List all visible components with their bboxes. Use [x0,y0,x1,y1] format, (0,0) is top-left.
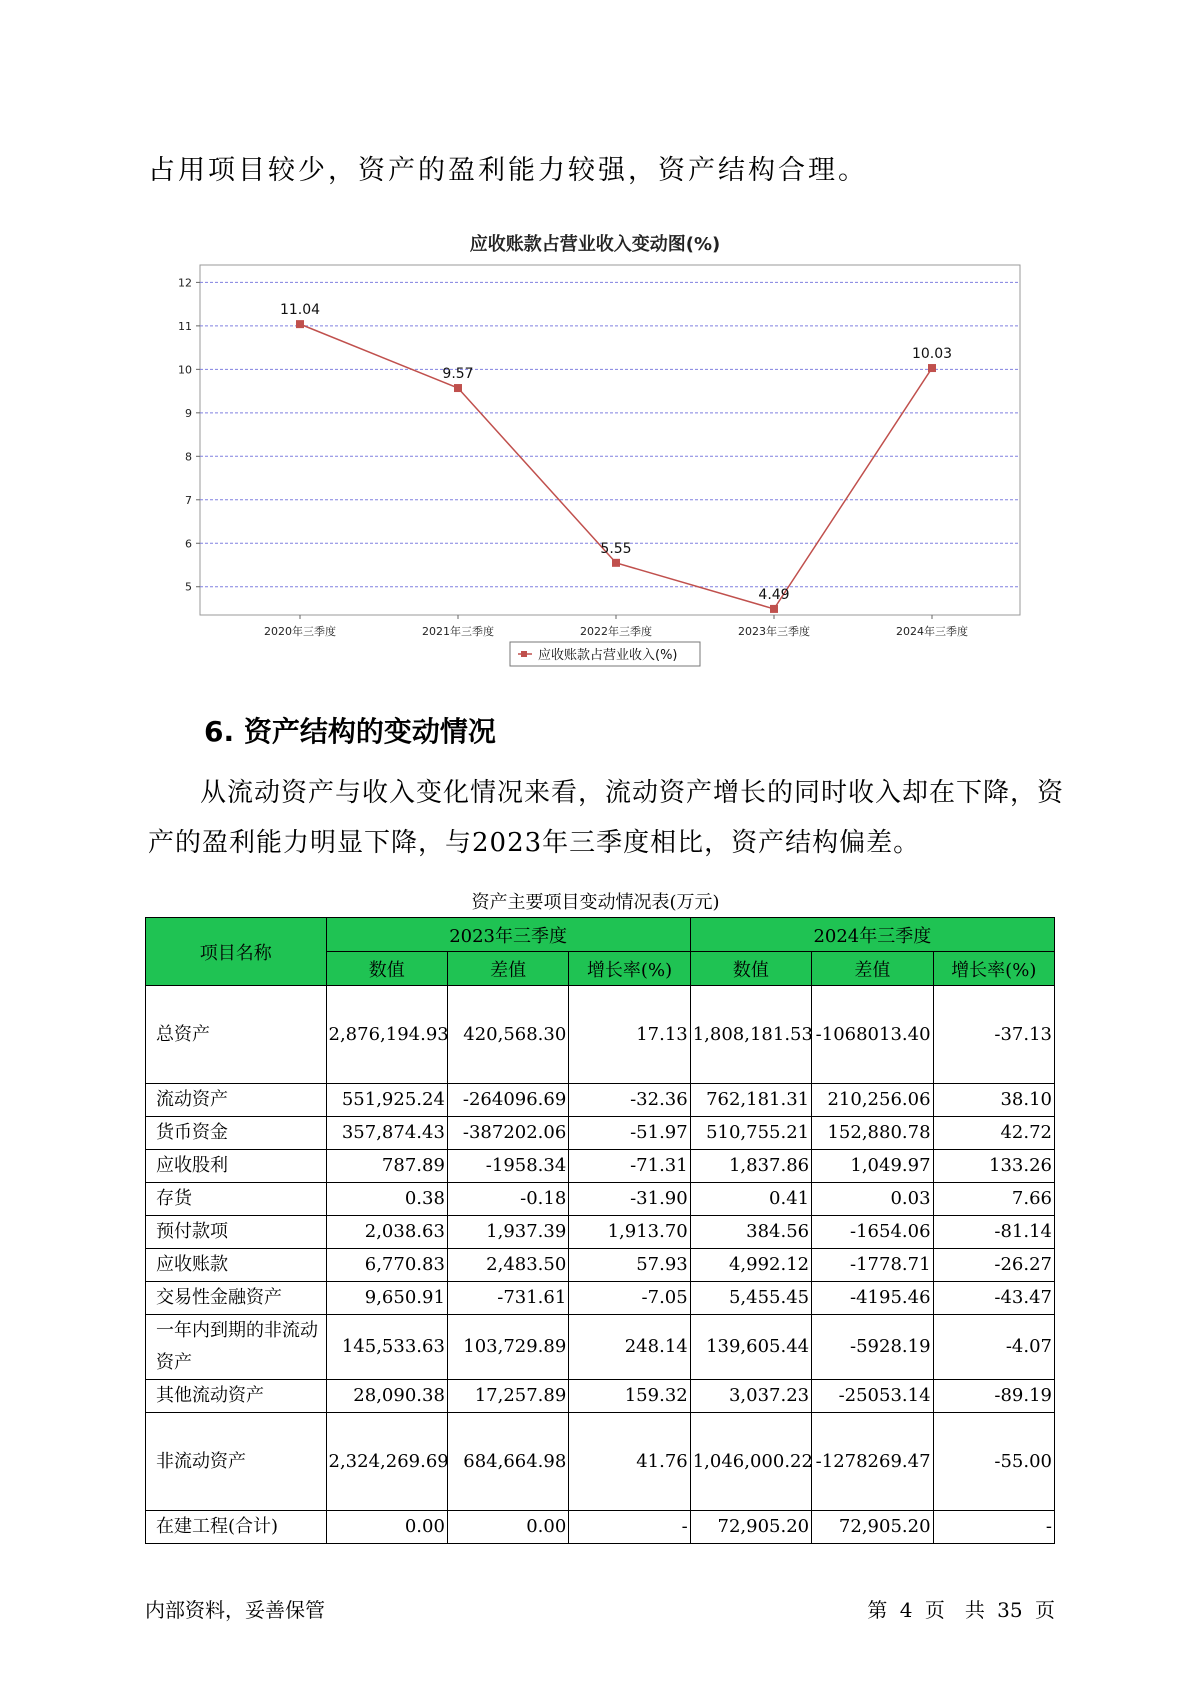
chart-y-tick-label: 12 [178,276,192,290]
chart-y-tick-label: 8 [185,450,192,464]
chart-title: 应收账款占营业收入变动图(%) [469,234,721,255]
table-row [146,1315,1055,1380]
row-cell: -89.19 [933,1380,1054,1413]
subheader-growth: 增长率(%) [933,952,1054,986]
table-row [146,1216,1055,1249]
row-cell: 0.00 [326,1511,447,1544]
row-cell: -1654.06 [812,1216,933,1249]
chart-data-label: 5.55 [600,540,632,557]
chart-y-tick-label: 9 [185,406,192,420]
asset-table [145,917,1055,1544]
row-name: 非流动资产 [146,1413,327,1511]
row-cell: 2,483.50 [447,1249,568,1282]
chart-plot-area [200,265,1020,615]
row-name: 一年内到期的非流动资产 [146,1315,327,1380]
row-cell: 4,992.12 [690,1249,811,1282]
chart-y-tick-label: 7 [185,493,192,507]
chart-data-point [296,320,304,328]
row-name: 在建工程(合计) [146,1511,327,1544]
intro-text: 占用项目较少，资产的盈利能力较强，资产结构合理。 [148,155,868,186]
chart-data-label: 11.04 [279,302,321,319]
row-cell: 72,905.20 [812,1511,933,1544]
row-cell: 0.38 [326,1183,447,1216]
row-cell: 551,925.24 [326,1084,447,1117]
table-row [146,986,1055,1084]
subheader-diff: 差值 [447,952,568,986]
chart-y-tick-label: 11 [178,319,192,333]
chart-x-tick-label: 2020年三季度 [264,625,336,638]
chart-data-point [454,384,462,392]
row-cell: -0.18 [447,1183,568,1216]
row-name: 其他流动资产 [146,1380,327,1413]
row-cell: 6,770.83 [326,1249,447,1282]
row-cell: 7.66 [933,1183,1054,1216]
row-cell: 41.76 [569,1413,690,1511]
row-cell: 762,181.31 [690,1084,811,1117]
subheader-value: 数值 [690,952,811,986]
row-cell: 1,049.97 [812,1150,933,1183]
row-cell: 42.72 [933,1117,1054,1150]
row-cell: -37.13 [933,986,1054,1084]
header-item-name: 项目名称 [146,918,327,986]
row-cell: 28,090.38 [326,1380,447,1413]
row-cell: 510,755.21 [690,1117,811,1150]
row-cell: 57.93 [569,1249,690,1282]
row-cell: 787.89 [326,1150,447,1183]
row-name: 预付款项 [146,1216,327,1249]
row-cell: 159.32 [569,1380,690,1413]
chart-x-tick-label: 2022年三季度 [580,625,652,638]
row-cell: 38.10 [933,1084,1054,1117]
row-cell: -1778.71 [812,1249,933,1282]
subheader-diff: 差值 [812,952,933,986]
row-cell: 384.56 [690,1216,811,1249]
row-cell: 0.41 [690,1183,811,1216]
row-cell: 684,664.98 [447,1413,568,1511]
row-cell: 3,037.23 [690,1380,811,1413]
chart-legend-label: 应收账款占营业收入(%) [538,648,678,663]
row-cell: -387202.06 [447,1117,568,1150]
row-cell: -81.14 [933,1216,1054,1249]
row-cell: 0.03 [812,1183,933,1216]
row-name: 应收账款 [146,1249,327,1282]
subheader-growth: 增长率(%) [569,952,690,986]
row-cell: -25053.14 [812,1380,933,1413]
row-cell: 72,905.20 [690,1511,811,1544]
row-cell: 420,568.30 [447,986,568,1084]
row-cell: -7.05 [569,1282,690,1315]
row-cell: 1,046,000.22 [690,1413,811,1511]
row-cell: 357,874.43 [326,1117,447,1150]
row-cell: 145,533.63 [326,1315,447,1380]
row-name: 应收股利 [146,1150,327,1183]
chart [155,225,1035,675]
row-cell: 17,257.89 [447,1380,568,1413]
row-cell: 2,324,269.69 [326,1413,447,1511]
chart-data-label: 10.03 [911,346,953,363]
chart-x-tick-label: 2021年三季度 [422,625,494,638]
footer-confidential: 内部资料，妥善保管 [145,1598,325,1622]
row-cell: 17.13 [569,986,690,1084]
row-cell: 103,729.89 [447,1315,568,1380]
chart-data-point [928,364,936,372]
table-row [146,1249,1055,1282]
row-cell: -264096.69 [447,1084,568,1117]
chart-data-label: 9.57 [442,366,474,383]
row-cell: 0.00 [447,1511,568,1544]
row-cell: 1,937.39 [447,1216,568,1249]
row-cell: -4.07 [933,1315,1054,1380]
row-name: 货币资金 [146,1117,327,1150]
table-row [146,1282,1055,1315]
table-row [146,1413,1055,1511]
row-cell: 1,913.70 [569,1216,690,1249]
chart-data-label: 4.49 [758,586,790,603]
row-cell: -1958.34 [447,1150,568,1183]
section-heading: 6. 资产结构的变动情况 [204,715,496,748]
table-row [146,1117,1055,1150]
chart-x-tick-label: 2023年三季度 [738,625,810,638]
section-paragraph-text: 从流动资产与收入变化情况来看，流动资产增长的同时收入却在下降，资产的盈利能力明显下降，与2023年三季度相比，资产结构偏差。 [148,778,1065,858]
table-row [146,1380,1055,1413]
chart-y-tick-label: 10 [178,363,192,377]
chart-y-tick-label: 6 [185,537,192,551]
row-cell: -4195.46 [812,1282,933,1315]
chart-data-point [612,559,620,567]
row-cell: 152,880.78 [812,1117,933,1150]
header-period-2023: 2023年三季度 [326,918,690,952]
row-cell: -26.27 [933,1249,1054,1282]
row-cell: - [569,1511,690,1544]
chart-x-tick-label: 2024年三季度 [896,625,968,638]
row-cell: 1,837.86 [690,1150,811,1183]
row-cell: 2,876,194.93 [326,986,447,1084]
footer-page-number: 第 4 页 共 35 页 [867,1598,1055,1622]
row-cell: 133.26 [933,1150,1054,1183]
row-cell: -1068013.40 [812,986,933,1084]
chart-data-point [770,605,778,613]
header-period-2024: 2024年三季度 [690,918,1054,952]
row-name: 存货 [146,1183,327,1216]
table-caption: 资产主要项目变动情况表(万元) [471,892,720,913]
table-row [146,1511,1055,1544]
row-cell: -55.00 [933,1413,1054,1511]
chart-legend-marker [521,651,527,657]
row-cell: 1,808,181.53 [690,986,811,1084]
row-cell: -731.61 [447,1282,568,1315]
row-cell: -5928.19 [812,1315,933,1380]
row-cell: 2,038.63 [326,1216,447,1249]
row-name: 总资产 [146,986,327,1084]
row-cell: 139,605.44 [690,1315,811,1380]
row-cell: -31.90 [569,1183,690,1216]
row-cell: - [933,1511,1054,1544]
line-chart [155,225,1035,675]
row-name: 流动资产 [146,1084,327,1117]
table-row [146,1183,1055,1216]
table-row [146,1150,1055,1183]
row-cell: -1278269.47 [812,1413,933,1511]
section-paragraph [148,768,1068,868]
row-cell: -43.47 [933,1282,1054,1315]
row-cell: 9,650.91 [326,1282,447,1315]
row-cell: -32.36 [569,1084,690,1117]
row-cell: -51.97 [569,1117,690,1150]
row-name: 交易性金融资产 [146,1282,327,1315]
table-row [146,1084,1055,1117]
row-cell: 248.14 [569,1315,690,1380]
chart-y-tick-label: 5 [185,580,192,594]
row-cell: -71.31 [569,1150,690,1183]
subheader-value: 数值 [326,952,447,986]
row-cell: 210,256.06 [812,1084,933,1117]
row-cell: 5,455.45 [690,1282,811,1315]
